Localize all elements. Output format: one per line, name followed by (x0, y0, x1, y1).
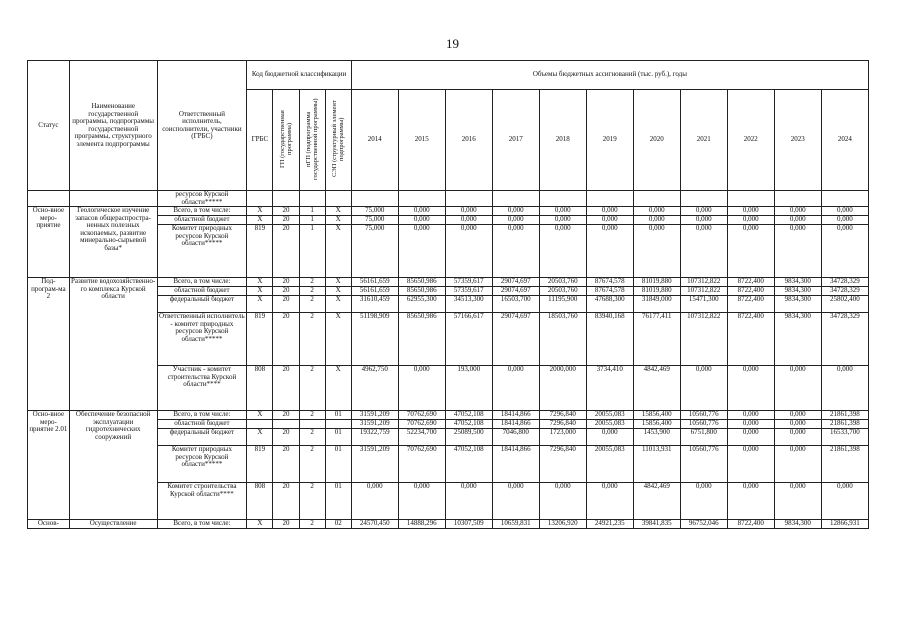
grbs-cell: X (247, 296, 273, 313)
value-cell: 0,000 (727, 207, 774, 216)
gp-cell: 20 (273, 313, 299, 366)
value-cell: 47052,108 (445, 411, 492, 420)
value-cell: 0,000 (586, 483, 633, 520)
value-cell: 57359,617 (445, 278, 492, 287)
value-cell: 15856,400 (633, 420, 680, 429)
value-cell: 85650,986 (398, 278, 445, 287)
value-cell: 85650,986 (398, 287, 445, 296)
se-cell: X (325, 216, 351, 225)
pgp-cell: 2 (299, 287, 325, 296)
grbs-cell: X (247, 216, 273, 225)
header-pgp-text: пГП (подпрограмма государственной программы) (305, 98, 320, 180)
value-cell: 9834,300 (774, 313, 821, 366)
value-cell: 31610,459 (351, 296, 398, 313)
pgp-cell: 2 (299, 278, 325, 287)
value-cell: 0,000 (774, 483, 821, 520)
status-cell: Под-програм-ма 2 (28, 278, 70, 411)
grbs-cell: X (247, 429, 273, 446)
value-cell: 0,000 (727, 446, 774, 483)
value-cell: 0,000 (633, 207, 680, 216)
value-cell: 10560,776 (680, 446, 727, 483)
value-cell: 18414,866 (492, 420, 539, 429)
header-name: Наименование государственной программы, подпрограммы государственной программы, структурного элемента подпрограммы (69, 61, 157, 191)
table-row (28, 520, 869, 529)
value-cell: 8722,400 (727, 313, 774, 366)
value-cell: 0,000 (445, 207, 492, 216)
value-cell: 96752,046 (680, 520, 727, 529)
header-gp-text: ГП (государственная программа) (278, 109, 293, 168)
value-cell: 10307,509 (445, 520, 492, 529)
value-cell: 21861,398 (821, 446, 868, 483)
value-cell: 29074,697 (492, 278, 539, 287)
value-cell: 31849,000 (633, 296, 680, 313)
value-cell: 31591,209 (351, 411, 398, 420)
header-pgp (299, 90, 325, 191)
executor-cell: областной бюджет (157, 216, 247, 225)
value-cell: 70762,690 (398, 446, 445, 483)
value-cell: 4962,750 (351, 366, 398, 411)
name-cell: Геологическое изучение запасов общераспростра-ненных полезных ископаемых, развитие минерально-сырьевой базы* (69, 207, 157, 278)
value-cell: 56161,659 (351, 287, 398, 296)
value-cell: 0,000 (680, 216, 727, 225)
executor-cell: Всего, в том числе: (157, 207, 247, 216)
value-cell: 0,000 (774, 225, 821, 278)
value-cell: 0,000 (727, 420, 774, 429)
value-cell: 20503,760 (539, 278, 586, 287)
value-cell: 0,000 (774, 207, 821, 216)
value-cell: 6751,800 (680, 429, 727, 446)
value-cell: 70762,690 (398, 411, 445, 420)
pgp-cell: 2 (299, 520, 325, 529)
value-cell: 20503,760 (539, 287, 586, 296)
value-cell: 25089,500 (445, 429, 492, 446)
value-cell: 18414,866 (492, 446, 539, 483)
header-grbs: ГРБС (247, 90, 273, 191)
value-cell: 62955,300 (398, 296, 445, 313)
gp-cell: 20 (273, 216, 299, 225)
value-cell: 20055,083 (586, 420, 633, 429)
grbs-cell: X (247, 287, 273, 296)
value-cell: 24570,450 (351, 520, 398, 529)
se-cell: X (325, 225, 351, 278)
value-cell: 0,000 (727, 429, 774, 446)
header-year: 2024 (821, 90, 868, 191)
value-cell: 75,000 (351, 225, 398, 278)
value-cell: 2000,000 (539, 366, 586, 411)
grbs-cell: 808 (247, 366, 273, 411)
value-cell: 0,000 (633, 225, 680, 278)
value-cell: 18414,866 (492, 411, 539, 420)
value-cell: 20055,083 (586, 411, 633, 420)
value-cell: 0,000 (492, 216, 539, 225)
value-cell: 18503,760 (539, 313, 586, 366)
value-cell: 4842,469 (633, 366, 680, 411)
value-cell: 0,000 (680, 366, 727, 411)
se-cell: X (325, 287, 351, 296)
executor-cell: Комитет строительства Курской области**** (157, 483, 247, 520)
value-cell: 11195,900 (539, 296, 586, 313)
pgp-cell: 2 (299, 429, 325, 446)
status-cell: Основ- (28, 520, 70, 529)
pgp-cell: 2 (299, 446, 325, 483)
grbs-cell: X (247, 278, 273, 287)
value-cell: 0,000 (539, 483, 586, 520)
executor-cell: Участник - комитет строительства Курской области**** (157, 366, 247, 411)
value-cell: 0,000 (586, 207, 633, 216)
value-cell: 0,000 (586, 216, 633, 225)
value-cell: 75,000 (351, 207, 398, 216)
header-year: 2016 (445, 90, 492, 191)
value-cell: 0,000 (351, 483, 398, 520)
value-cell: 11013,931 (633, 446, 680, 483)
pgp-cell (299, 420, 325, 429)
value-cell: 8722,400 (727, 520, 774, 529)
value-cell: 107312,822 (680, 278, 727, 287)
value-cell: 83940,168 (586, 313, 633, 366)
value-cell: 0,000 (774, 429, 821, 446)
value-cell: 0,000 (445, 225, 492, 278)
status-cell (28, 191, 70, 207)
header-status: Статус (28, 61, 70, 191)
value-cell: 7296,840 (539, 446, 586, 483)
gp-cell: 20 (273, 483, 299, 520)
value-cell: 9834,300 (774, 278, 821, 287)
se-cell: X (325, 366, 351, 411)
value-cell: 0,000 (774, 366, 821, 411)
header-year: 2017 (492, 90, 539, 191)
value-cell: 0,000 (492, 483, 539, 520)
executor-cell: федеральный бюджет (157, 429, 247, 446)
budget-body (28, 191, 869, 529)
header-se (325, 90, 351, 191)
value-cell: 34513,300 (445, 296, 492, 313)
executor-cell: Всего, в том числе: (157, 520, 247, 529)
value-cell: 87674,578 (586, 287, 633, 296)
value-cell: 0,000 (680, 225, 727, 278)
grbs-cell: X (247, 520, 273, 529)
value-cell: 0,000 (727, 483, 774, 520)
value-cell: 0,000 (821, 207, 868, 216)
value-cell: 0,000 (774, 411, 821, 420)
value-cell: 1723,000 (539, 429, 586, 446)
gp-cell: 20 (273, 366, 299, 411)
value-cell: 0,000 (492, 225, 539, 278)
value-cell: 0,000 (492, 207, 539, 216)
value-cell: 0,000 (586, 225, 633, 278)
value-cell: 16533,700 (821, 429, 868, 446)
se-cell: X (325, 278, 351, 287)
value-cell: 107312,822 (680, 313, 727, 366)
budget-table (27, 60, 869, 529)
value-cell: 9834,300 (774, 287, 821, 296)
value-cell: 7296,840 (539, 420, 586, 429)
executor-cell: Ответственный исполнитель - комитет природных ресурсов Курской области***** (157, 313, 247, 366)
value-cell: 15471,300 (680, 296, 727, 313)
value-cell: 31591,209 (351, 420, 398, 429)
name-cell: Развитие водохозяйственно-го комплекса Курской области (69, 278, 157, 411)
name-cell (69, 191, 157, 207)
table-row (28, 207, 869, 216)
executor-cell: Комитет природных ресурсов Курской области***** (157, 446, 247, 483)
value-cell: 0,000 (821, 483, 868, 520)
se-cell: X (325, 313, 351, 366)
value-cell: 0,000 (539, 216, 586, 225)
header-year: 2014 (351, 90, 398, 191)
status-cell: Осно-вное меро-приятие (28, 207, 70, 278)
value-cell: 19322,759 (351, 429, 398, 446)
pgp-cell: 1 (299, 207, 325, 216)
value-cell: 16503,700 (492, 296, 539, 313)
value-cell: 76177,411 (633, 313, 680, 366)
value-cell: 52234,700 (398, 429, 445, 446)
value-cell: 8722,400 (727, 278, 774, 287)
executor-cell: Комитет природных ресурсов Курской области***** (157, 225, 247, 278)
value-cell: 0,000 (774, 420, 821, 429)
grbs-cell: 819 (247, 313, 273, 366)
grbs-cell: X (247, 207, 273, 216)
gp-cell (273, 420, 299, 429)
se-cell: 01 (325, 446, 351, 483)
se-cell: 01 (325, 429, 351, 446)
value-cell: 0,000 (492, 366, 539, 411)
gp-cell: 20 (273, 207, 299, 216)
value-cell: 0,000 (398, 483, 445, 520)
value-cell: 10560,776 (680, 411, 727, 420)
pgp-cell: 2 (299, 296, 325, 313)
value-cell: 0,000 (821, 216, 868, 225)
header-year: 2019 (586, 90, 633, 191)
executor-cell: Всего, в том числе: (157, 411, 247, 420)
value-cell: 21861,398 (821, 420, 868, 429)
value-cell: 20055,083 (586, 446, 633, 483)
value-cell: 47688,300 (586, 296, 633, 313)
value-cell: 81019,880 (633, 287, 680, 296)
value-cell: 0,000 (774, 446, 821, 483)
value-cell: 29074,697 (492, 313, 539, 366)
se-cell: X (325, 207, 351, 216)
header-year: 2021 (680, 90, 727, 191)
value-cell: 0,000 (398, 225, 445, 278)
value-cell: 7296,840 (539, 411, 586, 420)
executor-cell: федеральный бюджет (157, 296, 247, 313)
table-row (28, 278, 869, 287)
value-cell: 57359,617 (445, 287, 492, 296)
gp-cell: 20 (273, 278, 299, 287)
value-cell: 34728,329 (821, 278, 868, 287)
se-cell: 01 (325, 411, 351, 420)
value-cell: 81019,880 (633, 278, 680, 287)
value-cell: 9834,300 (774, 296, 821, 313)
se-cell: 02 (325, 520, 351, 529)
value-cell: 0,000 (539, 225, 586, 278)
value-cell: 193,000 (445, 366, 492, 411)
header-volumes: Объемы бюджетных ассигнований (тыс. руб.), годы (351, 61, 868, 90)
value-cell: 0,000 (398, 366, 445, 411)
pgp-cell: 2 (299, 411, 325, 420)
value-cell: 107312,822 (680, 287, 727, 296)
value-cell: 0,000 (398, 207, 445, 216)
value-cell: 13206,920 (539, 520, 586, 529)
se-cell: X (325, 296, 351, 313)
name-cell: Осуществление (69, 520, 157, 529)
grbs-cell: 819 (247, 446, 273, 483)
value-cell: 29074,697 (492, 287, 539, 296)
value-cell: 0,000 (727, 366, 774, 411)
value-cell: 9834,300 (774, 520, 821, 529)
pgp-cell: 2 (299, 313, 325, 366)
value-cell: 31591,209 (351, 446, 398, 483)
grbs-cell: 819 (247, 225, 273, 278)
gp-cell: 20 (273, 225, 299, 278)
value-cell: 85650,986 (398, 313, 445, 366)
header-se-text: СЭП (структурный элемент подпрограммы) (331, 100, 346, 178)
header-year: 2018 (539, 90, 586, 191)
header-year: 2015 (398, 90, 445, 191)
value-cell: 47052,108 (445, 420, 492, 429)
value-cell: 10560,776 (680, 420, 727, 429)
value-cell: 0,000 (821, 366, 868, 411)
value-cell: 0,000 (539, 207, 586, 216)
value-cell: 0,000 (727, 411, 774, 420)
value-cell: 7046,800 (492, 429, 539, 446)
value-cell: 0,000 (680, 207, 727, 216)
value-cell: 56161,659 (351, 278, 398, 287)
value-cell: 0,000 (445, 216, 492, 225)
header-year: 2022 (727, 90, 774, 191)
value-cell: 15856,400 (633, 411, 680, 420)
table-row (28, 191, 869, 207)
executor-cell: областной бюджет (157, 287, 247, 296)
value-cell: 1453,900 (633, 429, 680, 446)
name-cell: Обеспечение безопасной эксплуатации гидротехнических сооружений (69, 411, 157, 520)
pgp-cell: 1 (299, 225, 325, 278)
value-cell: 47052,108 (445, 446, 492, 483)
se-cell (325, 420, 351, 429)
se-cell: 01 (325, 483, 351, 520)
gp-cell: 20 (273, 287, 299, 296)
value-cell: 0,000 (727, 216, 774, 225)
value-cell: 34728,329 (821, 287, 868, 296)
value-cell: 0,000 (398, 216, 445, 225)
status-cell: Осно-вное меро-приятие 2.01 (28, 411, 70, 520)
value-cell: 3734,410 (586, 366, 633, 411)
pgp-cell: 2 (299, 483, 325, 520)
gp-cell: 20 (273, 411, 299, 420)
pgp-cell: 1 (299, 216, 325, 225)
value-cell: 70762,690 (398, 420, 445, 429)
value-cell: 8722,400 (727, 287, 774, 296)
header-year: 2020 (633, 90, 680, 191)
value-cell: 34728,329 (821, 313, 868, 366)
value-cell: 0,000 (774, 216, 821, 225)
header-executor: Ответственный исполнитель, соисполнители, участники (ГРБС) (157, 61, 247, 191)
executor-cell: Всего, в том числе: (157, 278, 247, 287)
value-cell: 0,000 (445, 483, 492, 520)
value-cell: 51198,909 (351, 313, 398, 366)
value-cell: 0,000 (586, 429, 633, 446)
value-cell: 12866,931 (821, 520, 868, 529)
value-cell: 0,000 (821, 225, 868, 278)
value-cell: 0,000 (680, 483, 727, 520)
pgp-cell: 2 (299, 366, 325, 411)
value-cell: 4842,469 (633, 483, 680, 520)
header-year: 2023 (774, 90, 821, 191)
value-cell: 21861,398 (821, 411, 868, 420)
value-cell: 14888,296 (398, 520, 445, 529)
grbs-cell (247, 420, 273, 429)
page-number: 19 (446, 36, 459, 51)
gp-cell: 20 (273, 296, 299, 313)
header-gp (273, 90, 299, 191)
value-cell: 0,000 (633, 216, 680, 225)
executor-cell: ресурсов Курской области***** (157, 191, 247, 207)
value-cell: 24921,235 (586, 520, 633, 529)
gp-cell: 20 (273, 446, 299, 483)
value-cell: 0,000 (727, 225, 774, 278)
value-cell: 39841,835 (633, 520, 680, 529)
value-cell: 57166,617 (445, 313, 492, 366)
value-cell: 8722,400 (727, 296, 774, 313)
table-row (28, 411, 869, 420)
header-bk-group: Код бюджетной классификации (247, 61, 351, 90)
executor-cell: областной бюджет (157, 420, 247, 429)
gp-cell: 20 (273, 520, 299, 529)
value-cell: 25802,400 (821, 296, 868, 313)
value-cell: 75,000 (351, 216, 398, 225)
value-cell: 10659,831 (492, 520, 539, 529)
value-cell: 87674,578 (586, 278, 633, 287)
grbs-cell: X (247, 411, 273, 420)
grbs-cell: 808 (247, 483, 273, 520)
gp-cell: 20 (273, 429, 299, 446)
